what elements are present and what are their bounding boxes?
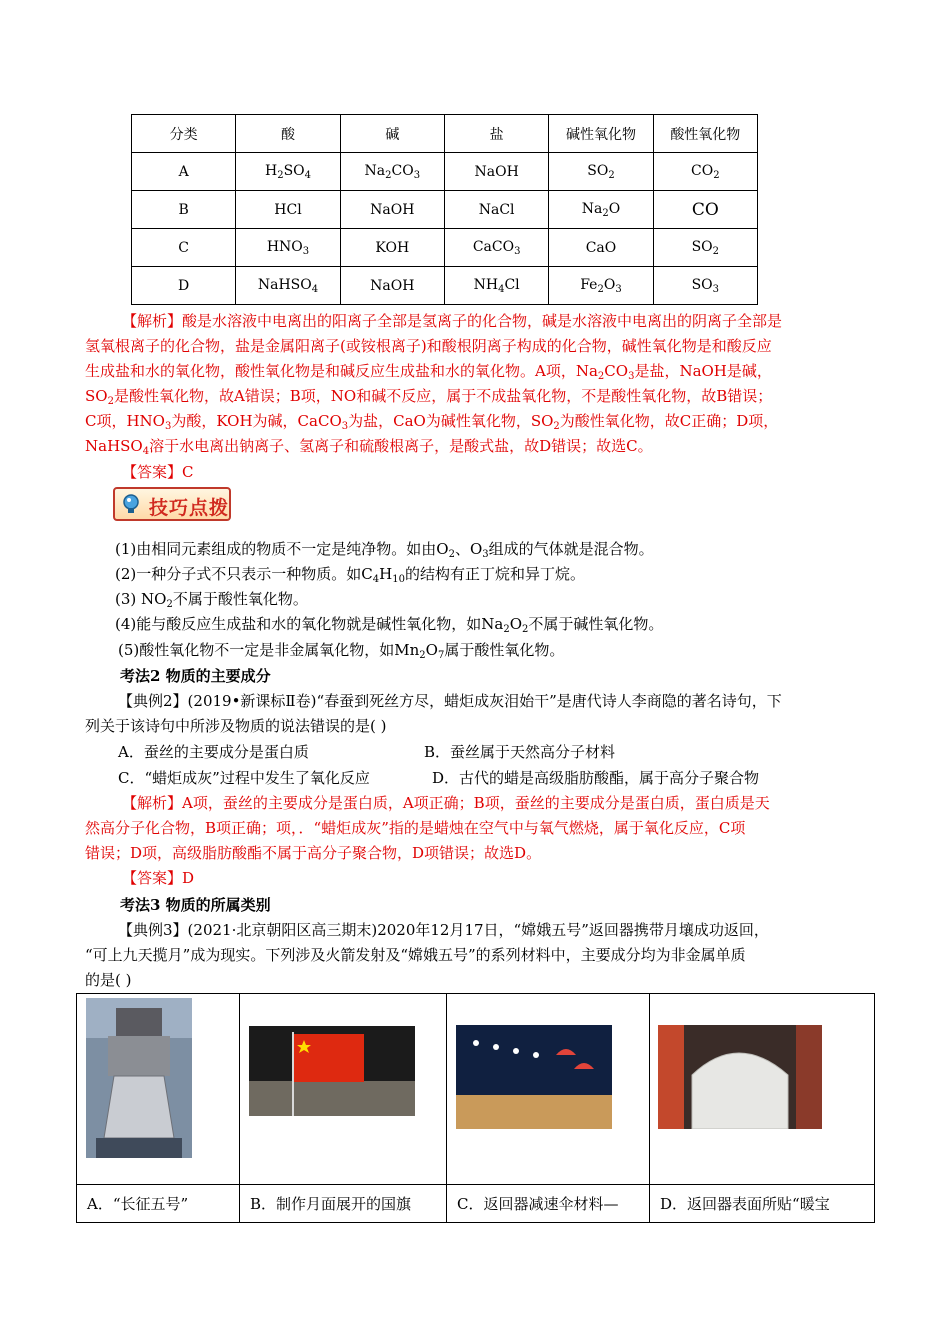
rocket-engine-image bbox=[86, 998, 192, 1158]
lunar-flag-image bbox=[249, 1026, 415, 1116]
image-cell-c bbox=[447, 994, 650, 1185]
formula-cell: $SO_2$ bbox=[549, 153, 653, 191]
tip-item: (4)能与酸反应生成盐和水的氧化物就是碱性氧化物，如$Na_2O_2$不属于碱性氧化物。 bbox=[115, 615, 664, 635]
parachute-image bbox=[456, 1025, 612, 1129]
option-a: A．蚕丝的主要成分是蛋白质 bbox=[118, 743, 309, 761]
section-heading: 考法3 物质的所属类别 bbox=[120, 896, 271, 914]
image-cell-a bbox=[77, 994, 240, 1185]
tip-item: (1)由相同元素组成的物质不一定是纯净物。如由$O_2$、$O_3$组成的气体就是混合物。 bbox=[115, 540, 654, 560]
image-options-table bbox=[76, 993, 875, 1223]
formula-cell: $NH_4Cl$ bbox=[444, 267, 548, 305]
formula-cell: $Na_2CO_3$ bbox=[340, 153, 444, 191]
caption-b: B．制作月面展开的国旗 bbox=[240, 1185, 447, 1223]
formula-cell: KOH bbox=[340, 229, 444, 267]
row-label: A bbox=[132, 153, 236, 191]
tip-item: (2)一种分子式不只表示一种物质。如$C_4H_{10}$的结构有正丁烷和异丁烷。 bbox=[115, 565, 585, 585]
formula-cell: $SO_2$ bbox=[653, 229, 757, 267]
row-label: C bbox=[132, 229, 236, 267]
analysis-line: C项，$HNO_3$为酸，KOH为碱，CaCO$_3$为盐，CaO为碱性氧化物，$SO_2$为酸性氧化物，故C正确；D项， bbox=[85, 412, 779, 432]
header-cell: 盐 bbox=[444, 115, 548, 153]
question-line: 列关于该诗句中所涉及物质的说法错误的是( ) bbox=[85, 717, 387, 735]
tip-badge bbox=[113, 487, 231, 521]
tip-item: (5)酸性氧化物不一定是非金属氧化物，如$Mn_2O_7$属于酸性氧化物。 bbox=[118, 641, 565, 661]
analysis-line: 【解析】A项，蚕丝的主要成分是蛋白质，A项正确；B项，蚕丝的主要成分是蛋白质，蛋白质是天 bbox=[122, 794, 770, 812]
formula-cell: NaCl bbox=[444, 191, 548, 229]
table-row bbox=[132, 191, 758, 229]
formula-cell: NaOH bbox=[340, 267, 444, 305]
formula-cell: $H_2SO_4$ bbox=[236, 153, 340, 191]
tip-item: (3) $NO_2$不属于酸性氧化物。 bbox=[115, 590, 308, 610]
analysis-line: 错误；D项，高级脂肪酸酯不属于高分子聚合物，D项错误；故选D。 bbox=[85, 844, 542, 862]
return-capsule-image bbox=[658, 1025, 822, 1129]
header-cell: 碱 bbox=[340, 115, 444, 153]
analysis-line: 生成盐和水的氧化物，酸性氧化物是和碱反应生成盐和水的氧化物。A项，$Na_2CO_3$是盐，NaOH是碱， bbox=[85, 362, 772, 382]
caption-a: A．“长征五号” bbox=[77, 1185, 240, 1223]
header-cell: 酸 bbox=[236, 115, 340, 153]
formula-cell: HCl bbox=[236, 191, 340, 229]
analysis-line: 然高分子化合物，B项正确；项，．“蜡炬成灰”指的是蜡烛在空气中与氧气燃烧，属于氧化反应，C项 bbox=[85, 819, 746, 837]
question-line: “可上九天揽月”成为现实。下列涉及火箭发射及“嫦娥五号”的系列材料中，主要成分均为非金属单质 bbox=[85, 946, 746, 964]
formula-cell: $CO_2$ bbox=[653, 153, 757, 191]
answer-line: 【答案】C bbox=[122, 463, 194, 481]
formula-cell: NaHSO$_4$ bbox=[236, 267, 340, 305]
lightbulb-icon bbox=[119, 493, 143, 515]
formula-cell: $SO_3$ bbox=[653, 267, 757, 305]
option-d: D．古代的蜡是高级脂肪酸酯，属于高分子聚合物 bbox=[432, 769, 760, 787]
analysis-line: 氢氧根离子的化合物，盐是金属阳离子(或铵根离子)和酸根阴离子构成的化合物，碱性氧化物是和酸反应 bbox=[85, 337, 772, 355]
table-row bbox=[132, 229, 758, 267]
analysis-line: NaHSO$_4$溶于水电离出钠离子、氢离子和硫酸根离子，是酸式盐，故D错误；故选C。 bbox=[85, 437, 653, 457]
option-c: C．“蜡炬成灰”过程中发生了氧化反应 bbox=[118, 769, 370, 787]
caption-d: D．返回器表面所贴“暖宝 bbox=[650, 1185, 875, 1223]
formula-cell: $HNO_3$ bbox=[236, 229, 340, 267]
analysis-line: 【解析】酸是水溶液中电离出的阳离子全部是氢离子的化合物，碱是水溶液中电离出的阴离子全部是 bbox=[122, 312, 783, 330]
analysis-line: $SO_2$是酸性氧化物，故A错误；B项，NO和碱不反应，属于不成盐氧化物，不是酸性氧化物，故B错误； bbox=[85, 387, 773, 407]
header-cell: 酸性氧化物 bbox=[653, 115, 757, 153]
header-cell: 分类 bbox=[132, 115, 236, 153]
tip-badge-label: 技巧点拨 bbox=[149, 497, 230, 519]
question-line: 【典例3】(2021·北京朝阳区高三期末)2020年12月17日，“嫦娥五号”返回器携带月壤成功返回， bbox=[118, 921, 769, 939]
answer-line: 【答案】D bbox=[122, 869, 195, 887]
table-row bbox=[132, 153, 758, 191]
formula-cell: $Na_2O$ bbox=[549, 191, 653, 229]
formula-cell: NaOH bbox=[340, 191, 444, 229]
formula-cell: CaCO$_3$ bbox=[444, 229, 548, 267]
formula-cell: CaO bbox=[549, 229, 653, 267]
formula-cell: $Fe_2O_3$ bbox=[549, 267, 653, 305]
question-line: 【典例2】(2019•新课标Ⅱ卷)“春蚕到死丝方尽，蜡炬成灰泪始干”是唐代诗人李商隐的著名诗句，下 bbox=[118, 692, 782, 710]
caption-c: C．返回器减速伞材料— bbox=[447, 1185, 650, 1223]
classification-table bbox=[131, 114, 758, 305]
row-label: D bbox=[132, 267, 236, 305]
table-row bbox=[132, 267, 758, 305]
image-cell-d bbox=[650, 994, 875, 1185]
row-label: B bbox=[132, 191, 236, 229]
formula-cell: NaOH bbox=[444, 153, 548, 191]
question-line: 的是( ) bbox=[85, 971, 132, 989]
header-cell: 碱性氧化物 bbox=[549, 115, 653, 153]
option-b: B．蚕丝属于天然高分子材料 bbox=[424, 743, 616, 761]
formula-cell: CO bbox=[653, 191, 757, 229]
table-header-row bbox=[132, 115, 758, 153]
section-heading: 考法2 物质的主要成分 bbox=[120, 667, 271, 685]
image-cell-b bbox=[240, 994, 447, 1185]
